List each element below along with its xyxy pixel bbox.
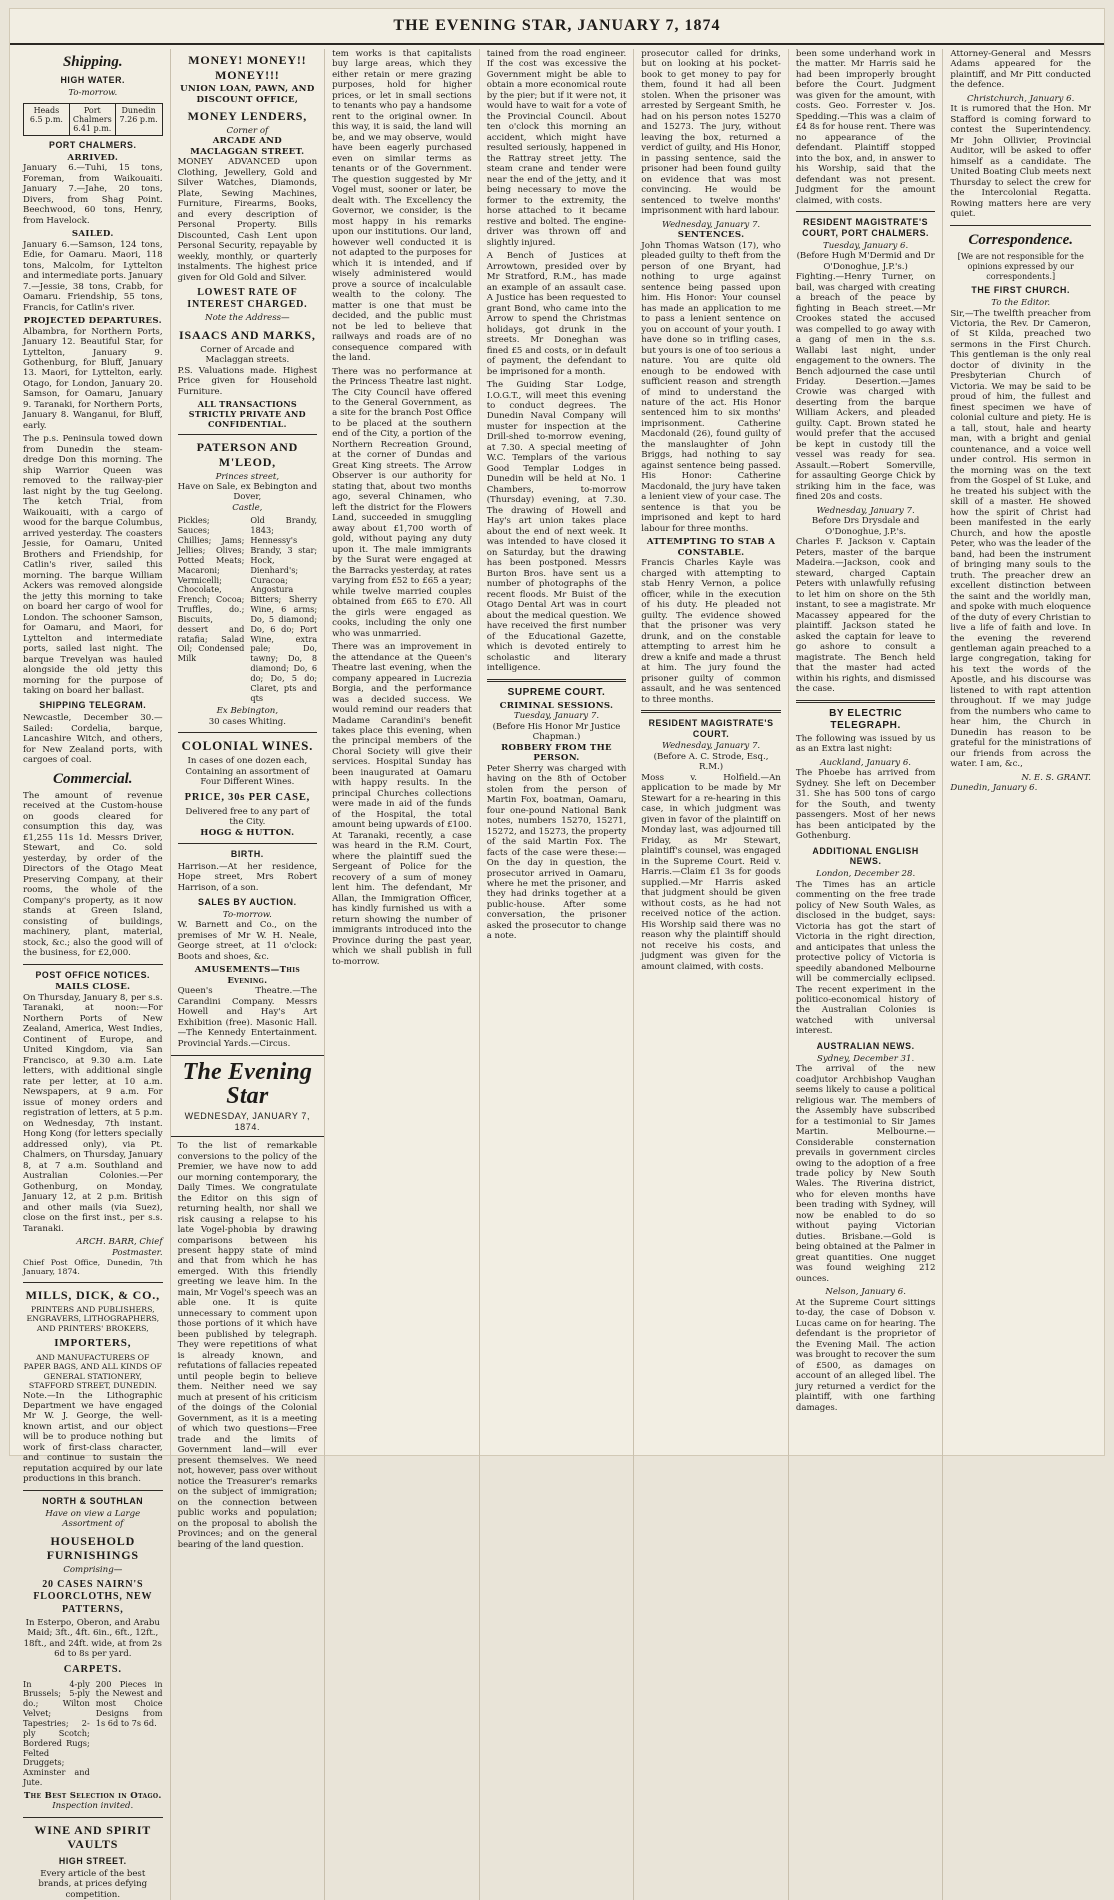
- telegraph-intro: The following was issued by us as an Extra last night:: [795, 733, 936, 755]
- isaacs-corner: Corner of Arcade and Maclaggan streets.: [200, 344, 295, 366]
- sales-heading: SALES BY AUCTION.: [198, 897, 297, 908]
- auckland-date: Auckland, January 6.: [820, 757, 912, 768]
- evening-star-title: The Evening Star: [182, 1059, 313, 1110]
- shipping-telegram-text: Newcastle, December 30.—Sailed: Cordelia, barque, Lancashire Witch, and others, for New Zealand ports, with cargoes of coal.: [23, 713, 163, 766]
- divider: [23, 1282, 163, 1283]
- north-south-heading: NORTH & SOUTHLAN: [42, 1495, 144, 1506]
- delivered: Delivered free to any part of the City.: [185, 806, 310, 828]
- post-office-text: On Thursday, January 8, per s.s. Taranaki, at noon:—For Northern Ports of New Zealand, America, West Indies, Continent of Europe, and United Kingdom, via San Francisco, at 9.30 a.m. Late letters, with additional single rate per letter, at 10 a.m. Newspapers, at 9 a.m. For issue of money orders and registration of letters, at 5 p.m. on Wednesday, 7th instant. Hong Kong (for letters specially addressed only), via Pt. Chalmers, on Thursday, January 8, at 7 a.m. Southland and Australian Colonies.—Per Gothenburg, on Monday, January 12, at 2 p.m. British and other mails (via Suez), close on the first inst., per s.s. Taranaki.: [23, 992, 163, 1234]
- wine-note: Every article of the best brands, at prices defying competition.: [38, 1868, 148, 1900]
- col4-text-c: The Guiding Star Lodge, I.O.G.T., will meet this evening to conduct degrees. The Dunedin Naval Company will muster for inspection at the Drill-shed to-morrow evening, at 7.30. A special meeting of W.C. Templars of the various Good Templar Lodges in Dunedin will be held at No. 1 Chambers, to-morrow (Thursday) evening, at 7.30. The drawing of Howell and Hay's art union takes place about the end of next week. It was intended to have closed it on Saturday, but the drawing has been postponed. Messrs Burton Bros. have sent us a number of photographs of the recent floods. Mr Buist of the Otago Dental Art was in court about the medical question. We have received the first number of the Educational Gazette, which is devoted entirely to scholastic and literary intelligence.: [486, 380, 627, 674]
- robbery-heading: ROBBERY FROM THE PERSON.: [501, 742, 612, 764]
- leader-article: To the list of remarkable conversions to the policy of the Premier, we have now to add our morning contemporary, the Daily Times. We congratulate the Editor on this sign of returning health, nor shall we risk causing a relapse to his late Vogel-phobia by drawing comparisons between his present happy state of mind and that from which he has emerged. With this friendly greeting we leave him. In the main, Mr Vogel's speech was an able one. It is quite unnecessary to comment upon those portions of it which have been published by telegraph. They were repetitions of what is already known, and refutations of fallacies repeated until people begin to believe them. Neither need we say much at present of his criticism of the doings of the Colonial Government, as it is a meeting of which two questions—Free trade and the limits of Government land—will ever present themselves. We need not, however, pass over without notice the Treasurer's remarks on the subject of immigration; on the connection between public works and population; on the proposal to abolish the Provinces; and on the general bearing of the land question.: [177, 1141, 318, 1550]
- divider: [950, 225, 1091, 226]
- supreme-date: Tuesday, January 7.: [513, 711, 600, 722]
- col3-text-b: There was no performance at the Princess Theatre last night. The City Council have offered to the General Government, as a site for the branch Post Office to be placed at the southern end of the City, a portion of the Northern Recreation Ground, at the corner of Dundas and Great King streets. The Arrow Observer is our authority for stating that, about two months ago, several Chinamen, who left the district for the Flowers Land, succeeded in smuggling away about £1,700 worth of gold, without paying any duty upon it. The male immigrants by the Surat were engaged at the Barracks yesterday, at rates varying from £52 to £65 a year; while twelve married couples obtained from £65 to £70. All the girls were engaged as cooks, including the only one who was unmarried.: [332, 366, 472, 639]
- col4-text-a: tained from the road engineer. If the cost was excessive the Government might be able to obtain a more economical route by the pier; but if it were not, it would have to wait for a vote of the Provincial Council. About ten o'clock this morning an accident, which might have resulted seriously, happened in the Rattray street jetty. The steam crane and tender were near the end of the jetty, and it being necessary to move the former to the extremity, the horse attached to it became restive and bolted. The engine-driver was thrown off and slightly injured.: [486, 49, 627, 248]
- evening-star-masthead: [171, 1055, 325, 1137]
- carpets-list: In 4-ply Brussels; 5-ply do.; Wilton Velvet; Tapestries; 2-ply Scotch; Bordered Rugs; Felted Druggets; Axminster and Jute.: [23, 1678, 90, 1788]
- high-water-label: HIGH WATER.: [60, 75, 126, 86]
- wine-spirit-title: WINE AND SPIRIT VAULTS: [34, 1822, 152, 1852]
- resident-text: Moss v. Holfield.—An application to be made by Mr Stewart for a re-hearing in this case, in which judgment was given in favor of the plaintiff on Monday last, was adjourned till Friday, as Mr Stewart, plaintiff's counsel, was engaged in the Supreme Court. Reid v. Harris.—Claim £1 3s for goods supplied.—Mr Harris asked that judgment should be given without costs, as he had not received notice of the action. His Worship said there was no reason why the plaintiff should not receive his costs, and judgment was given for the amount claimed, with costs.: [641, 772, 781, 972]
- tide-dunedin-time: 7.26 p.m.: [119, 114, 158, 124]
- ex-bebington: Ex Bebington,: [216, 706, 279, 717]
- col4-text-b: A Bench of Justices at Arrowtown, presided over by Mr Stratford, R.M., has made an example of an assault case. A Justice has been requested to grant Bond, who came into the Arrow to spend the Christmas holidays, got drunk in the streets. Mr Doneghan was fined £5 and costs, or in default of payment, the defendant to be imprisoned for a month.: [486, 251, 627, 377]
- corner-of: Corner of: [226, 125, 269, 136]
- port-court-before: (Before Hugh M'Dermid and Dr O'Donoghue, J.P.'s.): [796, 251, 935, 272]
- importers-title: IMPORTERS,: [54, 1337, 132, 1350]
- divider: [23, 1817, 163, 1818]
- comprising-label: Comprising—: [63, 1564, 123, 1575]
- money-title: MONEY! MONEY!! MONEY!!!: [188, 53, 307, 82]
- commercial-text: The amount of revenue received at the Custom-house on goods cleared for consumption this day, was £1,255 11s 1d. Messrs Driver, Stewart, and Co. sold yesterday, by order of the Directors of the Otago Meat Preserving Company, at their rooms, the whole of the Company's property, as it now stands at Green Island, consisting of buildings, machinery, plant, material, stock, &c.; also the good will of the business, for £2,000.: [23, 790, 163, 959]
- col3-text-c: There was an improvement in the attendance at the Queen's Theatre last evening, when the company appeared in Lucrezia Borgia, and the performance was a decided success. We would remind our readers that Madame Carandini's benefit takes place this evening, when the principal members of the Choral Society will give their services. Hospital Sunday has been inaugurated at Oamaru with happy results. In the principal Churches collections were made in aid of the funds of the Hospital, the total amount being upwards of £100. At Taranaki, recently, a case was heard in the R.M. Court, where the plaintiff sued the Sergeant of Police for the recovery of a sum of money lent him. The defendant, Mr Allan, the Immigration Officer, has kindly furnished us with a return showing the number of immigrants introduced into the Province during the past year, which we shall publish in full to-morrow.: [332, 642, 472, 967]
- birth-heading: BIRTH.: [230, 849, 264, 860]
- column-6: [789, 49, 944, 1900]
- lowest-rate: LOWEST RATE OF INTEREST CHARGED.: [187, 287, 308, 311]
- carpets-title: CARPETS.: [63, 1663, 122, 1675]
- sailed-text: January 6.—Samson, 124 tons, Edie, for Oamaru. Maori, 118 tons, Malcolm, for Lyttelton and intermediate ports. January 7.—Jessie, 38 tons, Crabb, for Oamaru. Friendship, 55 tons, Francis, for Catlin's river.: [23, 239, 163, 313]
- shipping-heading: Shipping.: [62, 54, 123, 70]
- mails-close-label: MAILS CLOSE.: [55, 982, 131, 993]
- colonial-wines: COLONIAL WINES.: [181, 738, 314, 754]
- paterson-title: PATERSON AND M'LEOD,: [196, 440, 299, 469]
- goods-left: Pickles; Sauces; Chillies; Jams; Jellies; Olives; Potted Meats; Macaroni; Vermicelli; Chocolate, French; Cocoa; Truffles, do.; Biscuits, dessert and ratafia; Salad Oil; Condensed Milk: [177, 515, 245, 664]
- letter-date: Dunedin, January 6.: [950, 783, 1038, 794]
- hogg-hutton: HOGG & HUTTON.: [200, 827, 295, 838]
- shipping-telegram-heading: SHIPPING TELEGRAM.: [39, 700, 147, 711]
- sentences-heading: SENTENCES.: [677, 230, 745, 241]
- divider: [178, 843, 318, 844]
- letter-text: Sir,—The twelfth preacher from Victoria, the Rev. Dr Cameron, of St Kilda, preached two sermons in the First Church. This gentleman is the only real doctor of divinity in the Presbyterian Church of Victoria. We may be said to be proud of him, the fullest and finest specimen we have of colonial culture and piety. He is a tall, stout, hale and hearty man, with a bright and genial countenance, and a voice well under control. His sermon in the morning was on the text from the Gospel of St Luke, and he treated his subject with the skill of a master. He showed how the spirit of Christ had been manifested in the early Church, and how the apostle Peter, who was the leader of the band, had been the instrument of bringing many souls to the truth. The preacher drew an excellent distinction between the saint and the worldly man, and spoke with much eloquence of the duty of every Christian to live a life of faith and love. In the evening the reverend gentleman again preached to a large congregation, taking for his text the words of the Apostle, and his discourse was listened to with rapt attention throughout. If we may judge from the numbers who came to hear him, the Church in Dunedin has reason to be grateful for the ministrations of our friends from across the water. I am, &c.,: [950, 308, 1091, 770]
- wed-court-date: Wednesday, January 7.: [816, 505, 915, 516]
- resident-date: Wednesday, January 7.: [661, 741, 761, 752]
- goods-right: Old Brandy, 1843; Hennessy's Brandy, 3 star; Hock, Dienhard's; Curacoa; Angostura Bitters; Sherry Wine, 6 arms; Do, 5 diamond; Do, 6 do; Port Wine, extra pale; Do, tawny; Do, 8 diamond; Do, 6 do; Do, 5 do; Claret, pts and qts: [250, 515, 318, 703]
- isaacs-marks: ISAACS AND MARKS,: [179, 327, 316, 342]
- projected-label: PROJECTED DEPARTURES.: [23, 316, 162, 327]
- col3-text-a: tem works is that capitalists buy large areas, which they either retain or mere grazing purposes, hold for higher prices, or let in small sections to tenants who pay a handsome rent to the original owner. In this way, it is said, the land will be, and we may observe, would have been eagerly purchased even on similar terms as tenants or of the Government. The question suggested by Mr Vogel must, sooner or later, be dealt with. The Excellency the Governor, we consider, is the most happy in his remarks upon our institutions. Our land, however well conducted it is not adapted to the purposes for which it is intended, and if wisely administered would prove a source of incalculable wealth to the colony. The matter is one that must be decided, and the public must not be led to believe that railways and roads are of no consequence compared with the land.: [332, 49, 472, 364]
- arcade-address: ARCADE AND MACLAGGAN STREET.: [190, 136, 305, 157]
- nairns-title: 20 CASES NAIRN'S FLOORCLOTHS, NEW PATTERNS,: [33, 1579, 153, 1615]
- correspondence-disclaimer: [We are not responsible for the opinions expressed by our correspondents.]: [957, 252, 1084, 281]
- port-chalmers-court-heading: RESIDENT MAGISTRATE'S COURT, PORT CHALMERS.: [802, 217, 930, 238]
- divider: [23, 1490, 163, 1491]
- mills-dick-title: MILLS, DICK, & CO.,: [25, 1287, 160, 1302]
- newspaper-page: [9, 8, 1105, 1900]
- tide-table: [23, 103, 163, 137]
- col7-text-a: Attorney-General and Messrs Adams appeared for the plaintiff, and Mr Pitt conducted the defence.: [950, 49, 1091, 91]
- english-news-text: The Times has an article commenting on the free trade policy of New South Wales, as disclosed in the budget, says: Victoria has got the start of Victoria in the right direction, and anticipates that unless the protective policy of Victoria is speedily abandoned Melbourne will be commercially eclipsed. The recent experiment in the politico-economical history of the Australian Colonies is watched with universal interest.: [795, 879, 936, 1037]
- criminal-sessions: CRIMINAL SESSIONS.: [499, 700, 614, 711]
- best-selection: The Best Selection in Otago.: [23, 1790, 162, 1801]
- port-chalmers-heading: PORT CHALMERS.: [48, 140, 137, 151]
- sailed-label: SAILED.: [71, 229, 114, 240]
- column-7: [943, 49, 1098, 1900]
- mills-dick-subtitle: PRINTERS AND PUBLISHERS, ENGRAVERS, LITHOGRAPHERS, AND PRINTERS' BROKERS,: [26, 1304, 160, 1333]
- cases-whiting: 30 cases Whiting.: [208, 716, 287, 727]
- divider: [796, 700, 936, 703]
- divider: [641, 710, 781, 713]
- colonial-assortment: Containing an assortment of Four Different Wines.: [185, 766, 310, 788]
- carpets-grid: [23, 1680, 163, 1788]
- castle-label: Castle,: [232, 502, 263, 513]
- have-on-sale: Have on Sale, ex Bebington and Dover,: [177, 482, 318, 503]
- london-date: London, December 28.: [816, 869, 916, 880]
- nelson-date: Nelson, January 6.: [825, 1287, 906, 1298]
- col6-text-a: been some underhand work in the matter. Mr Harris said he had been improperly brought before the Court. Judgment was given for the amount, with costs. Geo. Forrester v. Jos. Spedding.—This was a claim of £4 8s for house rent. There was no appearance of the defendant. Plaintiff stopped into the box, and, in answer to his Worship, said that the defendant was not present. Judgment for the amount claimed, with costs.: [795, 49, 936, 206]
- confidential-note: ALL TRANSACTIONS STRICTLY PRIVATE AND CONFIDENTIAL.: [188, 399, 306, 429]
- divider: [178, 434, 318, 435]
- english-news-heading: ADDITIONAL ENGLISH NEWS.: [812, 845, 919, 867]
- attempting-heading: ATTEMPTING TO STAB A CONSTABLE.: [646, 537, 776, 558]
- nelson-text: At the Supreme Court sittings to-day, the case of Dobson v. Lucas came on for hearing. The defendant is the proprietor of the Evening Mail. The action was brought to recover the sum of £500, as damages on account of an alleged libel. The jury returned a verdict for the plaintiff, with one farthing damages.: [795, 1297, 936, 1413]
- columns: [16, 49, 1098, 1900]
- australian-news-heading: AUSTRALIAN NEWS.: [816, 1040, 915, 1051]
- tide-dunedin: [116, 104, 162, 136]
- christchurch-date: Christchurch, January 6.: [967, 93, 1075, 104]
- tide-heads-time: 6.5 p.m.: [29, 114, 63, 124]
- inspection-invited: Inspection invited.: [52, 1801, 134, 1812]
- sales-text: W. Barnett and Co., on the premises of Mr W. H. Neale, George street, at 11 o'clock: Boots and shoes, &c.: [177, 920, 318, 962]
- tide-port-label: Port Chalmers: [72, 105, 112, 124]
- supreme-court-heading: SUPREME COURT.: [507, 686, 606, 698]
- australian-news-text: The arrival of the new coadjutor Archbishop Vaughan seems likely to cause a political religious war. The members of the Assembly have subscribed for a testimonial to Sir James Martin. Melbourne.—Considerable consternation prevails in government circles owing to the adoption of a free trade policy by New South Wales. The Riverina district, who for eleven months have been trading with Sydney, will now be enabled to do so without paying Victorian duties. Brisbane.—Gold is being obtained at the Palmer in great quantities. One nugget was found weighing 212 ounces.: [795, 1064, 936, 1284]
- arrived-label: ARRIVED.: [67, 152, 119, 163]
- arrived-text: January 6.—Tuhi, 15 tons, Foreman, from Waikouaiti. January 7.—Jahe, 20 tons, Divers, from Shag Point. Beechwood, 60 tons, Henry, from Havelock.: [23, 163, 163, 226]
- post-office-date: Chief Post Office, Dunedin, 7th January, 1874.: [23, 1257, 163, 1277]
- household-title: HOUSEHOLD FURNISHINGS: [46, 1533, 139, 1563]
- post-office-heading: POST OFFICE NOTICES.: [35, 969, 151, 980]
- amusements-text: Queen's Theatre.—The Carandini Company. Messrs Howell and Hay's Art Exhibition (free). Masonic Hall.—The Kennedy Entertainment. Provincial Yards.—Circus.: [177, 986, 318, 1049]
- commercial-heading: Commercial.: [52, 770, 133, 787]
- wed-court-before: Before Drs Drysdale and O'Donoghue, J.P.'s.: [811, 516, 920, 537]
- money-advanced-text: MONEY ADVANCED upon Clothing, Jewellery, Gold and Silver Watches, Diamonds, Plate, Sewing Machines, Furniture, Firearms, Books, and every description of Personal Property. Bills Discounted, Cash Lent upon Personal Security, repayable by weekly, monthly, or quarterly instalments. The highest price given for Old Gold and Silver.: [177, 157, 318, 283]
- household-intro: Have on view a Large Assortment of: [45, 1508, 141, 1530]
- princes-street: Princes street,: [215, 471, 280, 482]
- column-3: [325, 49, 480, 1900]
- union-loan: UNION LOAN, PAWN, AND DISCOUNT OFFICE,: [180, 84, 315, 105]
- post-office-signature: ARCH. BARR, Chief Postmaster.: [76, 1237, 163, 1258]
- divider: [178, 732, 318, 733]
- col5-text-a: prosecutor called for drinks, but on looking at his pocket-book to get money to pay for them, found it had all been stolen. When the prisoner was arrested by Sergeant Smith, he had on his person notes 15270 and 15273. The jury, without leaving the box, returned a verdict of guilty, and His Honor, in passing sentence, said the prisoner had been found guilty on evidence that was most convincing. He would be sentenced to twelve months' imprisonment with hard labour.: [641, 49, 781, 217]
- letter-signature: N. E. S. GRANT.: [1021, 772, 1091, 783]
- resident-magistrate-heading: RESIDENT MAGISTRATE'S COURT.: [648, 718, 774, 739]
- wednesday-date: Wednesday, January 7.: [661, 219, 761, 230]
- page-masthead: THE EVENING STAR, JANUARY 7, 1874: [10, 9, 1104, 45]
- projected-text: Albambra, for Northern Ports, January 12. Beautiful Star, for Lyttelton, January 9. Gothenburg, for Bluff, January 13. Maori, for Lyttelton, early. Otago, for London, January 20. Samson, for Oamaru, January 9. Taranaki, for Northern Ports, January 8. Wanganui, for Bluff, early.: [23, 326, 163, 431]
- evening-star-date: WEDNESDAY, JANUARY 7, 1874.: [184, 1111, 311, 1133]
- wed-court-text: Charles F. Jackson v. Captain Peters, master of the barque Madeira.—Jackson, cook and steward, charged Captain Peters with unlawfully refusing to let him on shore on the 5th instant, to see a magistrate. Mr Macassey appeared for the plaintiff. Jackson stated he asked the captain for leave to go ashore to consult a magistrate. The Bench held that the master had acted within his rights, and dismissed the case.: [795, 537, 936, 695]
- mills-dick-note: Note.—In the Lithographic Department we have engaged Mr W. J. George, the well-known artist, and our object will be to produce nothing but work of first-class character, and continue to sustain the reputation acquired by our late productions in this branch.: [23, 1390, 163, 1485]
- carpets-note: 200 Pieces in the Newest and most Choice Designs from 1s 6d to 7s 6d.: [95, 1678, 163, 1728]
- shipping-news: The p.s. Peninsula towed down from Dunedin the steam-dredge Don this morning. The ship Warrior Queen was removed to the railway-pier last night by the tug Geelong. The ketch Trial, from Waikouaiti, with a cargo of wood for the barque Columbus, arrived yesterday. The coasters Jessie, for Oamaru, United Brothers and Friendship, for Catlin's river, sailed this morning. The barque William Ackers was removed alongside the jetty this morning to take on board her cargo of wool for London. The schooner Samson, for Oamaru, and Maori, for Lyttelton and intermediate ports, sailed last night. The barque Trevelyan was hauled alongside the old jetty this morning for the purpose of taking on board her ballast.: [23, 434, 163, 696]
- column-4: [480, 49, 635, 1900]
- goods-grid: [178, 516, 318, 703]
- divider: [487, 679, 627, 682]
- tide-port: [70, 104, 116, 136]
- amusements-heading: AMUSEMENTS—This Evening.: [194, 965, 300, 986]
- mills-dick-address: AND MANUFACTURERS OF PAPER BAGS, AND ALL KINDS OF GENERAL STATIONERY, STAFFORD STREET, DUNEDIN.: [23, 1352, 162, 1391]
- divider: [796, 211, 936, 212]
- tide-heads-label: Heads: [33, 105, 60, 115]
- tide-port-time: 6.41 p.m.: [73, 123, 112, 133]
- sales-tomorrow: To-morrow.: [222, 909, 272, 920]
- price: PRICE, 30s PER CASE,: [184, 791, 311, 803]
- to-editor: To the Editor.: [991, 298, 1051, 309]
- auckland-text: The Phoebe has arrived from Sydney. She left on December 31. She has 500 tons of cargo for the South, and twenty passengers. Most of her news has been anticipated by the Gothenburg.: [795, 768, 936, 842]
- supreme-before: (Before His Honor Mr Justice Chapman.): [492, 721, 621, 743]
- colonial-cases: In cases of one dozen each,: [187, 756, 308, 767]
- note-address: Note the Address—: [205, 313, 290, 324]
- correspondence-heading: Correspondence.: [968, 231, 1073, 248]
- port-court-date: Tuesday, January 6.: [823, 240, 909, 251]
- electric-telegraph-heading: BY ELECTRIC TELEGRAPH.: [829, 707, 903, 731]
- robbery-text: Peter Sherry was charged with having on the 8th of October stolen from the person of Martin Fox, boatman, Oamaru, four one-pound National Bank notes, numbers 15270, 15271, 15272, and 15273, the property of the said Martin Fox. The facts of the case were these:—On the day in question, the prosecutor arrived in Oamaru, where he met the prisoner, and they had drinks together at a public-house. After some conversation, the prisoner asked the prosecutor to change a note.: [486, 763, 627, 942]
- valuations-note: P.S. Valuations made. Highest Price given for Household Furniture.: [177, 365, 318, 397]
- money-lenders: MONEY LENDERS,: [187, 109, 308, 124]
- tomorrow-label: To-morrow.: [68, 88, 118, 99]
- tide-heads: [24, 104, 70, 136]
- column-2: [171, 49, 326, 1900]
- birth-text: Harrison.—At her residence, Hope street, Mrs Robert Harrison, of a son.: [177, 861, 318, 893]
- nairns-sub: In Esterpo, Oberon, and Arabu Maid; 3ft., 4ft. 6in., 6ft., 12ft., 18ft., and 24ft. wide, at from 2s 6d to 8s per yard.: [23, 1617, 162, 1660]
- port-court-text: Fighting.—Henry Turner, on bail, was charged with creating a breach of the peace by fighting in Beach street.—Mr Crookes stated the accused was compelled to go away with a gang of men in the s.s. Wallabi last night, under engagement to the owners. The Bench adjourned the case until Friday. Desertion.—James Crowie was charged with deserting from the barque William Ackers, and pleaded guilty. Capt. Brown stated he would prefer that the accused be kept in custody till the vessel was ready for sea. Assault.—Robert Somerville, for assaulting George Chick by striking him in the face, was fined 20s and costs.: [795, 272, 936, 503]
- tide-dunedin-label: Dunedin: [121, 105, 156, 115]
- column-5: [634, 49, 789, 1900]
- attempting-text: Francis Charles Kayle was charged with attempting to stab Henry Vernon, a police officer, while in the execution of his duty. He pleaded not guilty. The evidence showed that the prisoner was very drunk, and on the constable attempting to arrest him he drew a knife and made a thrust at him. The jury found the prisoner guilty of common assault, and he was sentenced to three months.: [641, 558, 781, 705]
- resident-before: (Before A. C. Strode, Esq., R.M.): [653, 751, 769, 773]
- sydney-date: Sydney, December 31.: [817, 1053, 915, 1064]
- column-1: [16, 49, 171, 1900]
- high-street: HIGH STREET.: [58, 1856, 127, 1867]
- divider: [23, 964, 163, 965]
- first-church-heading: THE FIRST CHURCH.: [971, 285, 1071, 296]
- christchurch-text: It is rumored that the Hon. Mr Stafford is coming forward to contest the Superintendency. Mr John Ollivier, Provincial Auditor, will be asked to offer himself as a candidate. The United Boating Club meets next Thursday to select the crew for the Intercolonial Regatta. Rowing matters here are very quiet.: [950, 104, 1091, 220]
- sentences-text: John Thomas Watson (17), who pleaded guilty to theft from the person of one Bryant, had nothing to urge against sentence being passed upon him. His Honor: Your counsel has made an application to me to pass a lenient sentence on you on account of your youth. I have done so in trifling cases, but yours is one of too serious a nature. You are quite old enough to be endowed with sufficient reason and strength of mind to understand the nature of the act. His Honor sentenced him to six months' imprisonment. Catherine Macdonald (26), found guilty of the manslaughter of John Briggs, had nothing to say against sentence being passed. His Honor: Catherine Macdonald, the jury have taken a lenient view of your case. The sentence is that you be imprisoned and kept to hard labour for three months.: [641, 240, 781, 534]
